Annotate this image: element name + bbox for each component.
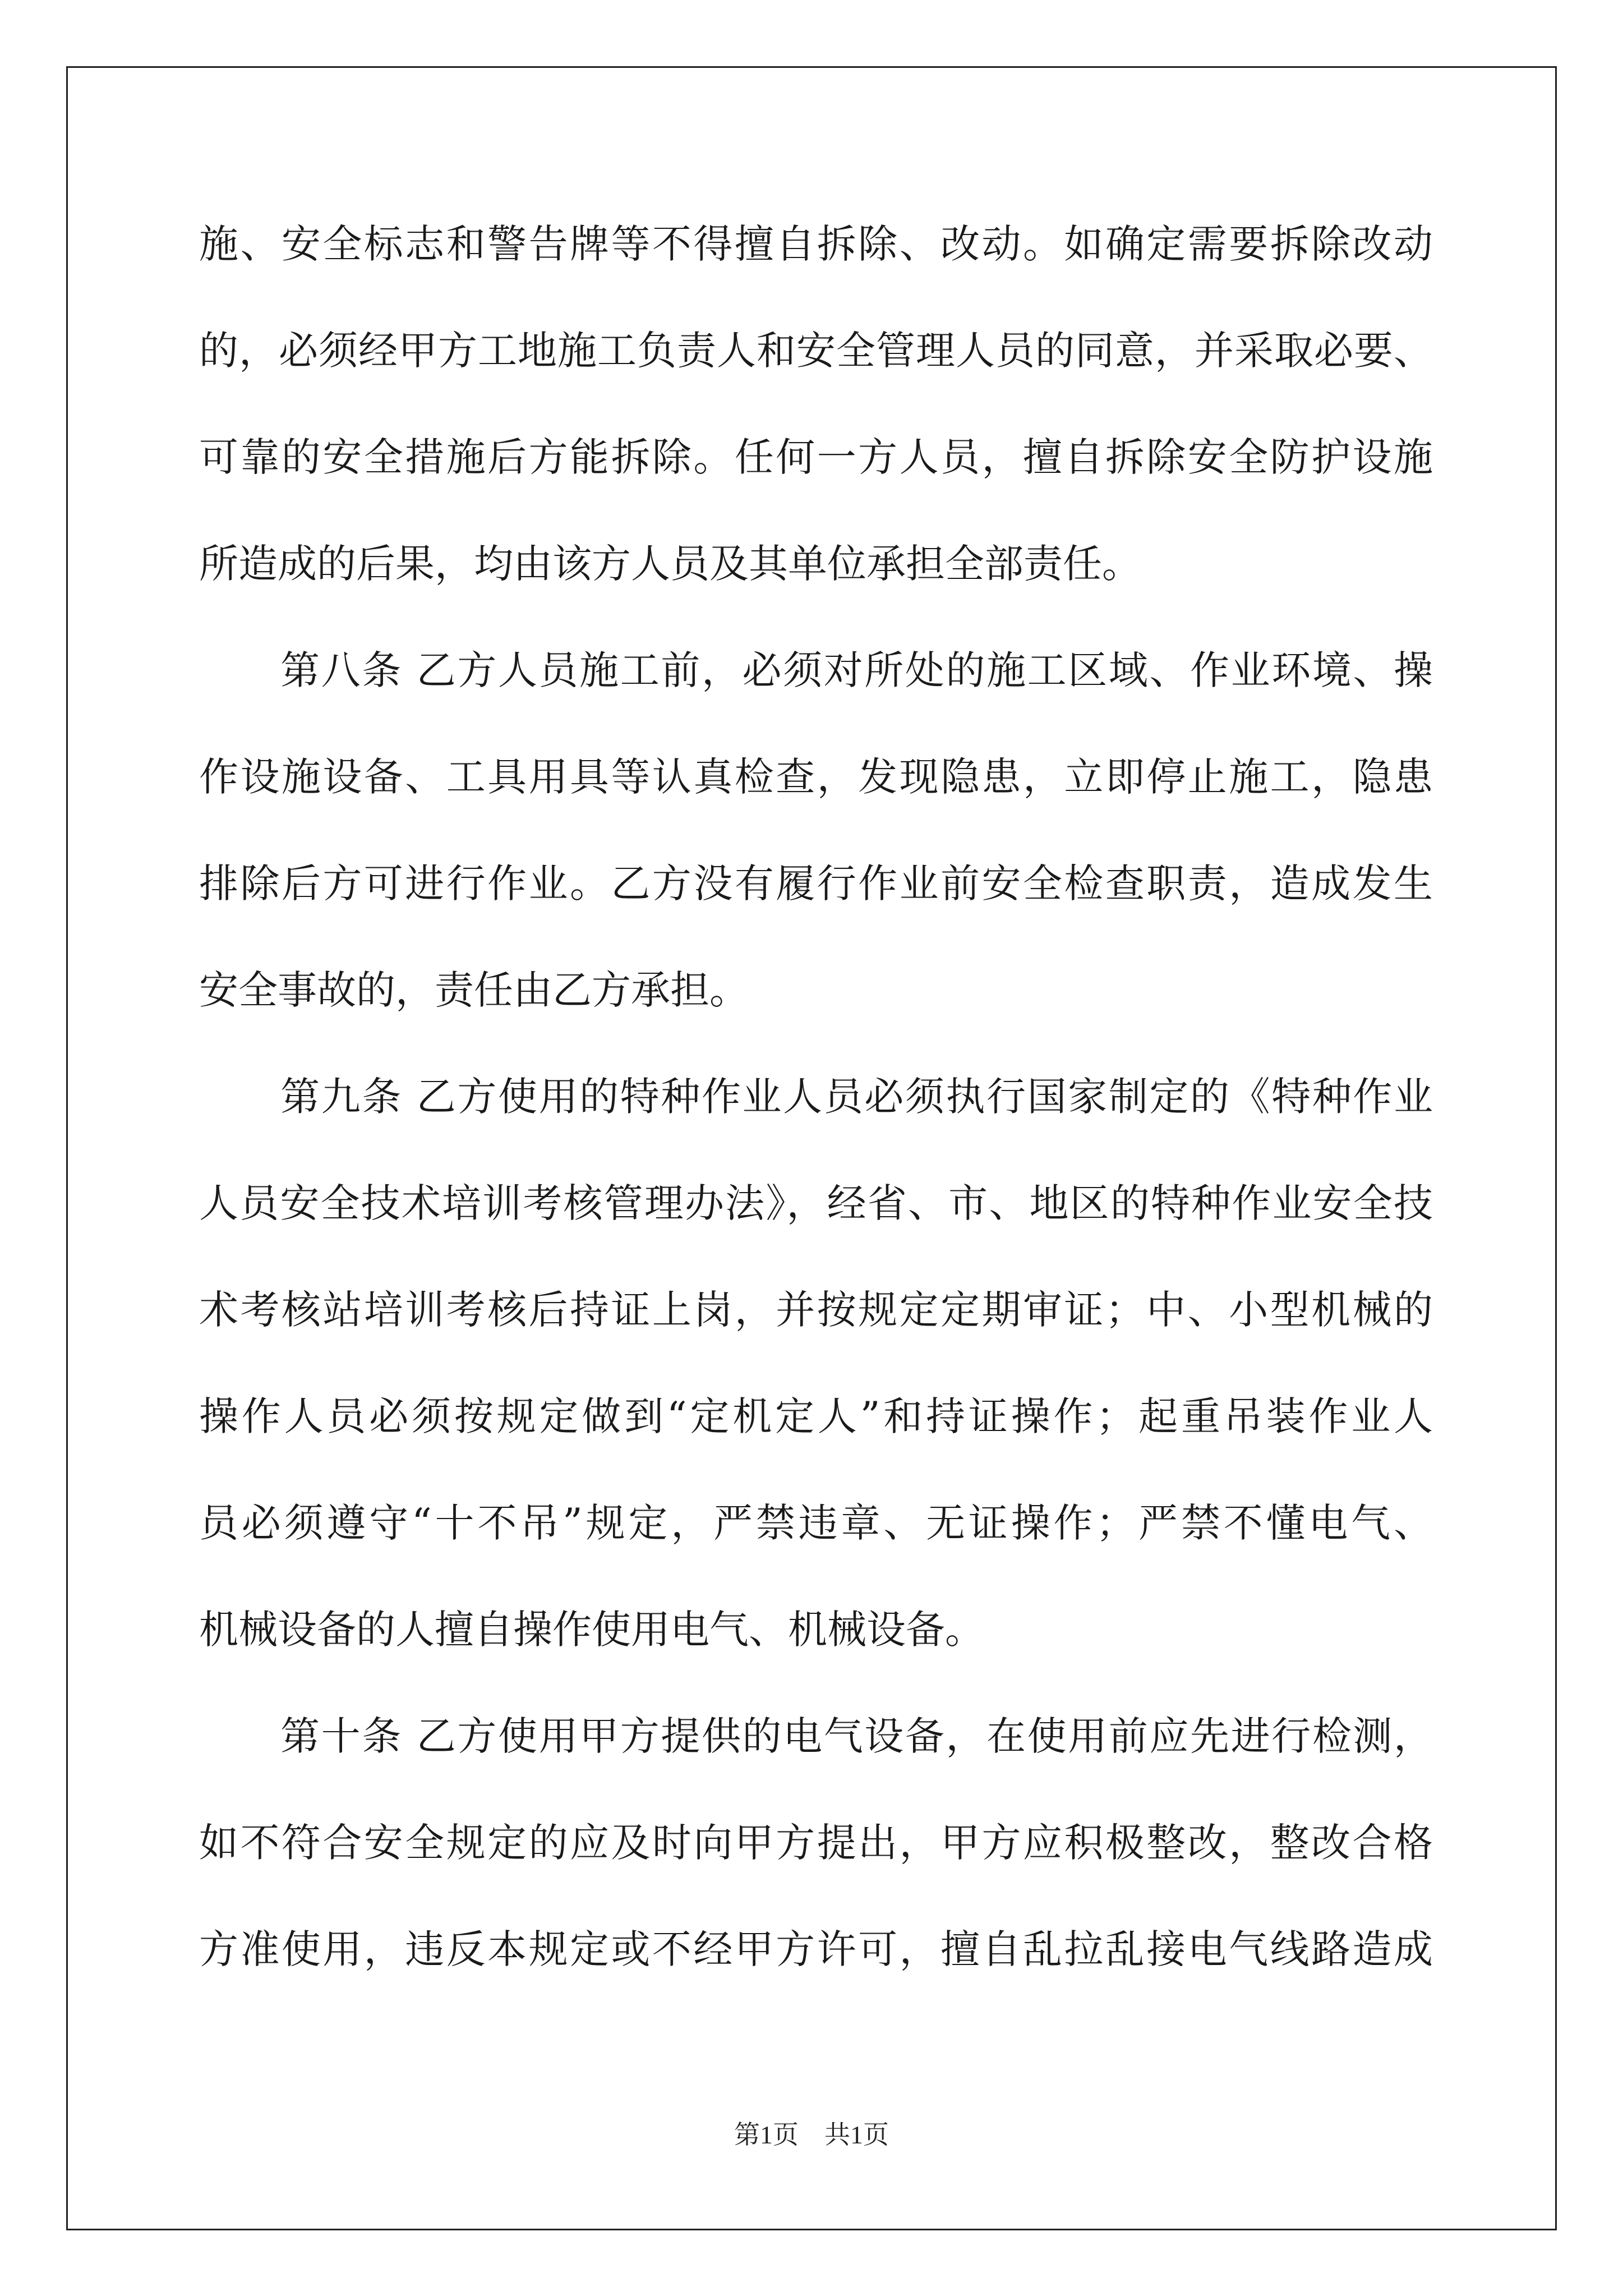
text-line: 施、安全标志和警告牌等不得擅自拆除、改动。如确定需要拆除改动	[199, 221, 1433, 267]
text-line: 如不符合安全规定的应及时向甲方提出，甲方应积极整改，整改合格	[199, 1820, 1433, 1866]
text-line: 人员安全技术培训考核管理办法》，经省、市、地区的特种作业安全技	[199, 1180, 1433, 1226]
text-line: 第八条 乙方人员施工前，必须对所处的施工区域、作业环境、操	[199, 647, 1433, 693]
text-line: 术考核站培训考核后持证上岗，并按规定定期审证；中、小型机械的	[199, 1287, 1433, 1333]
text-line: 机械设备的人擅自操作使用电气、机械设备。	[199, 1607, 984, 1653]
text-line: 作设施设备、工具用具等认真检查，发现隐患，立即停止施工，隐患	[199, 754, 1433, 800]
page-number-footer: 第1页 共1页	[734, 2120, 889, 2149]
text-line: 所造成的后果，均由该方人员及其单位承担全部责任。	[199, 541, 1141, 587]
text-line: 方准使用，违反本规定或不经甲方许可，擅自乱拉乱接电气线路造成	[199, 1926, 1433, 1972]
text-line: 的，必须经甲方工地施工负责人和安全管理人员的同意，并采取必要、	[199, 328, 1433, 374]
text-line: 安全事故的，责任由乙方承担。	[199, 967, 749, 1013]
text-line: 可靠的安全措施后方能拆除。任何一方人员，擅自拆除安全防护设施	[199, 434, 1433, 480]
document-body	[199, 213, 1433, 2025]
text-line: 操作人员必须按规定做到“定机定人”和持证操作；起重吊装作业人	[199, 1393, 1433, 1439]
text-line: 员必须遵守“十不吊”规定，严禁违章、无证操作；严禁不懂电气、	[199, 1500, 1433, 1546]
text-line: 第十条 乙方使用甲方提供的电气设备，在使用前应先进行检测，	[199, 1713, 1433, 1759]
text-line: 第九条 乙方使用的特种作业人员必须执行国家制定的《特种作业	[199, 1074, 1433, 1120]
text-line: 排除后方可进行作业。乙方没有履行作业前安全检查职责，造成发生	[199, 861, 1433, 907]
